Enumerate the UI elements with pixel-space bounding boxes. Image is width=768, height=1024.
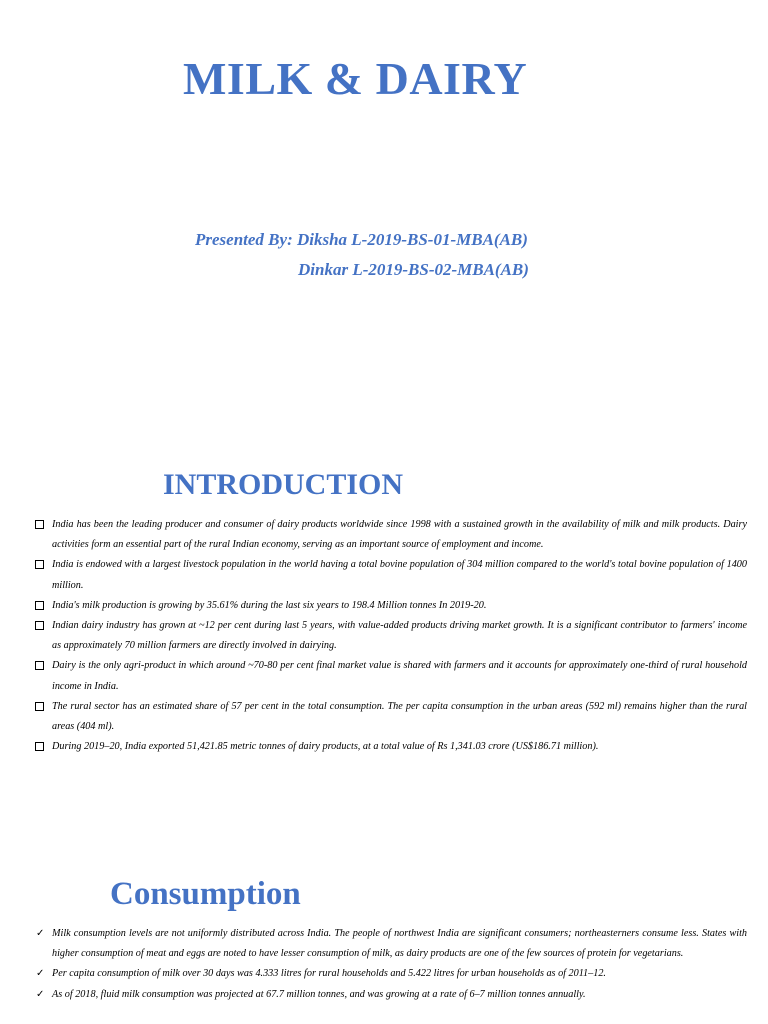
list-item [35,697,747,737]
check-mark-icon: ✓ [36,928,45,939]
square-bullet-icon [35,560,44,569]
list-item-text: Milk consumption levels are not uniformly distributed across India. The people of northwest India are significant consumers; northeasterners consume less. States with higher consumption of meat and eggs are noted to have lesser consumption of milk, as dairy products are one of the few sources of protein for vegetarians. [52,928,747,960]
square-bullet-icon [35,742,44,751]
list-item-text: Indian dairy industry has grown at ~12 per cent during last 5 years, with value-added products driving market growth. It is a significant contributor to farmers' income as approximately 70 million farmers are directly involved in dairying. [52,620,747,652]
consumption-list [35,924,747,1005]
list-item [35,515,747,555]
list-item [35,555,747,595]
list-item [35,656,747,696]
document-title: MILK & DAIRY [183,53,528,104]
list-item [35,737,747,757]
introduction-heading: INTRODUCTION [163,468,404,501]
check-mark-icon: ✓ [36,968,45,980]
list-item [35,616,747,656]
check-mark-icon: ✓ [36,988,45,1000]
list-item-text: Dairy is the only agri-product in which around ~70-80 per cent final market value is shared with farmers and it accounts for approximately one-third of rural household income in India. [52,660,747,692]
square-bullet-icon [35,621,44,630]
list-item-text: India's milk production is growing by 35.61% during the last six years to 198.4 Million tonnes In 2019-20. [52,599,487,611]
list-item [35,985,747,1005]
consumption-heading: Consumption [110,876,301,912]
list-item-text: During 2019–20, India exported 51,421.85 metric tonnes of dairy products, at a total value of Rs 1,341.03 crore (US$186.71 million). [52,741,599,753]
list-item-text: India is endowed with a largest livestock population in the world having a total bovine population of 304 million compared to the world's total bovine population of 1400 million. [52,559,747,591]
list-item-text: The rural sector has an estimated share of 57 per cent in the total consumption. The per capita consumption in the urban areas (592 ml) remains higher than the rural areas (404 ml). [52,700,747,733]
square-bullet-icon [35,702,44,711]
introduction-list [35,515,747,757]
list-item-text: As of 2018, fluid milk consumption was projected at 67.7 million tonnes, and was growing at a rate of 6–7 million tonnes annually. [52,988,586,1000]
square-bullet-icon [35,601,44,610]
list-item [35,924,747,964]
list-item [35,964,747,984]
presenter-line-2: Dinkar L-2019-BS-02-MBA(AB) [298,260,529,279]
list-item-text: Per capita consumption of milk over 30 days was 4.333 litres for rural households and 5.422 litres for urban households as of 2011–12. [52,968,606,980]
square-bullet-icon [35,520,44,529]
list-item [35,596,747,616]
presenter-line-1: Presented By: Diksha L-2019-BS-01-MBA(AB) [195,230,528,249]
square-bullet-icon [35,661,44,670]
list-item-text: India has been the leading producer and consumer of dairy products worldwide since 1998 with a sustained growth in the availability of milk and milk products. Dairy activities form an essential part of the rural Indian economy, serving as an important source of employment and income. [52,519,747,551]
